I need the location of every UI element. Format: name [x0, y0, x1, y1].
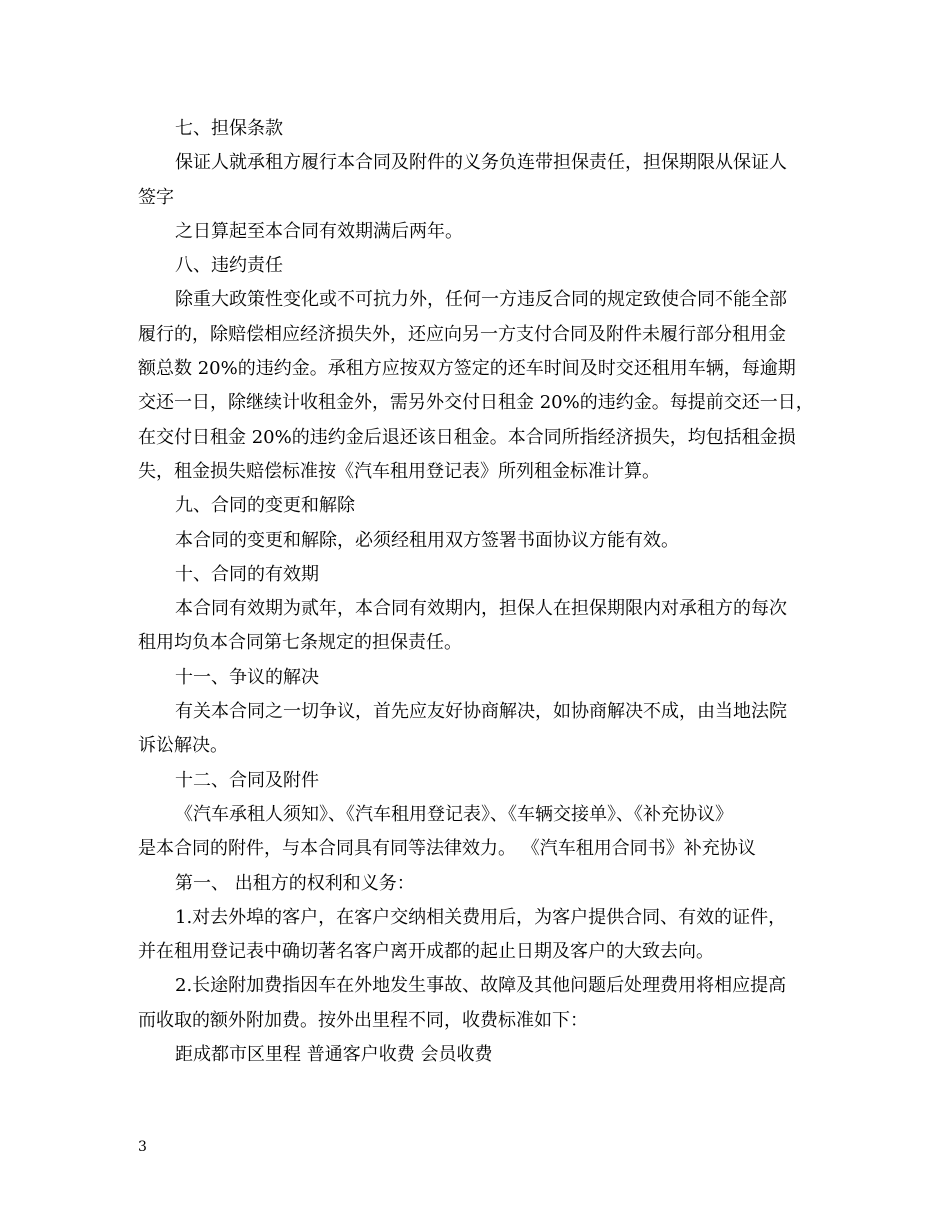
document-body: [138, 112, 818, 1072]
text-line: 十一、争议的解决: [175, 666, 319, 688]
text-line: 1.对去外埠的客户，在客户交纳相关费用后，为客户提供合同、有效的证件，: [175, 906, 787, 928]
text-line: 2.长途附加费指因车在外地发生事故、故障及其他问题后处理费用将相应提高: [175, 975, 787, 997]
text-line: 十二、合同及附件: [175, 769, 319, 791]
page-number: 3: [138, 1139, 147, 1155]
text-line: 七、担保条款: [175, 118, 283, 139]
text-line: 履行的，除赔偿相应经济损失外，还应向另一方支付合同及附件未履行部分租用金: [138, 323, 786, 345]
text-line: 有关本合同之一切争议，首先应友好协商解决，如协商解决不成，由当地法院: [175, 701, 787, 723]
text-line: 额总数 20%的违约金。承租方应按双方签定的还车时间及时交还租用车辆，每逾期: [138, 358, 796, 380]
text-line: 八、违约责任: [175, 255, 283, 277]
text-line: 本合同有效期为贰年，本合同有效期内，担保人在担保期限内对承租方的每次: [175, 598, 787, 620]
text-line: 《汽车承租人须知》、《汽车租用登记表》、《车辆交接单》、《补充协议》: [175, 803, 733, 825]
text-line: 交还一日，除继续计收租金外，需另外交付日租金 20%的违约金。每提前交还一日，: [138, 392, 814, 414]
text-line: 租用均负本合同第七条规定的担保责任。: [138, 632, 462, 654]
text-line: 是本合同的附件，与本合同具有同等法律效力。 《汽车租用合同书》补充协议: [138, 838, 756, 860]
text-line: 除重大政策性变化或不可抗力外，任何一方违反合同的规定致使合同不能全部: [175, 289, 787, 311]
text-line: 保证人就承租方履行本合同及附件的义务负连带担保责任，担保期限从保证人: [175, 152, 787, 174]
text-line: 距成都市区里程 普通客户收费 会员收费: [175, 1044, 493, 1066]
text-line: 签字: [138, 186, 174, 208]
text-line: 失，租金损失赔偿标准按《汽车租用登记表》所列租金标准计算。: [138, 460, 660, 482]
text-line: 第一、 出租方的权利和义务：: [175, 872, 415, 894]
text-line: 在交付日租金 20%的违约金后退还该日租金。本合同所指经济损失，均包括租金损: [138, 426, 796, 448]
text-line: 并在租用登记表中确切著名客户离开成都的起止日期及客户的大致去向。: [138, 941, 714, 963]
text-line: 本合同的变更和解除，必须经租用双方签署书面协议方能有效。: [175, 529, 679, 551]
text-line: 之日算起至本合同有效期满后两年。: [175, 220, 463, 242]
text-line: 九、合同的变更和解除: [175, 495, 355, 517]
text-line: 而收取的额外附加费。按外出里程不同，收费标准如下：: [138, 1009, 588, 1031]
text-line: 诉讼解决。: [138, 735, 228, 757]
text-line: 十、合同的有效期: [175, 563, 319, 585]
